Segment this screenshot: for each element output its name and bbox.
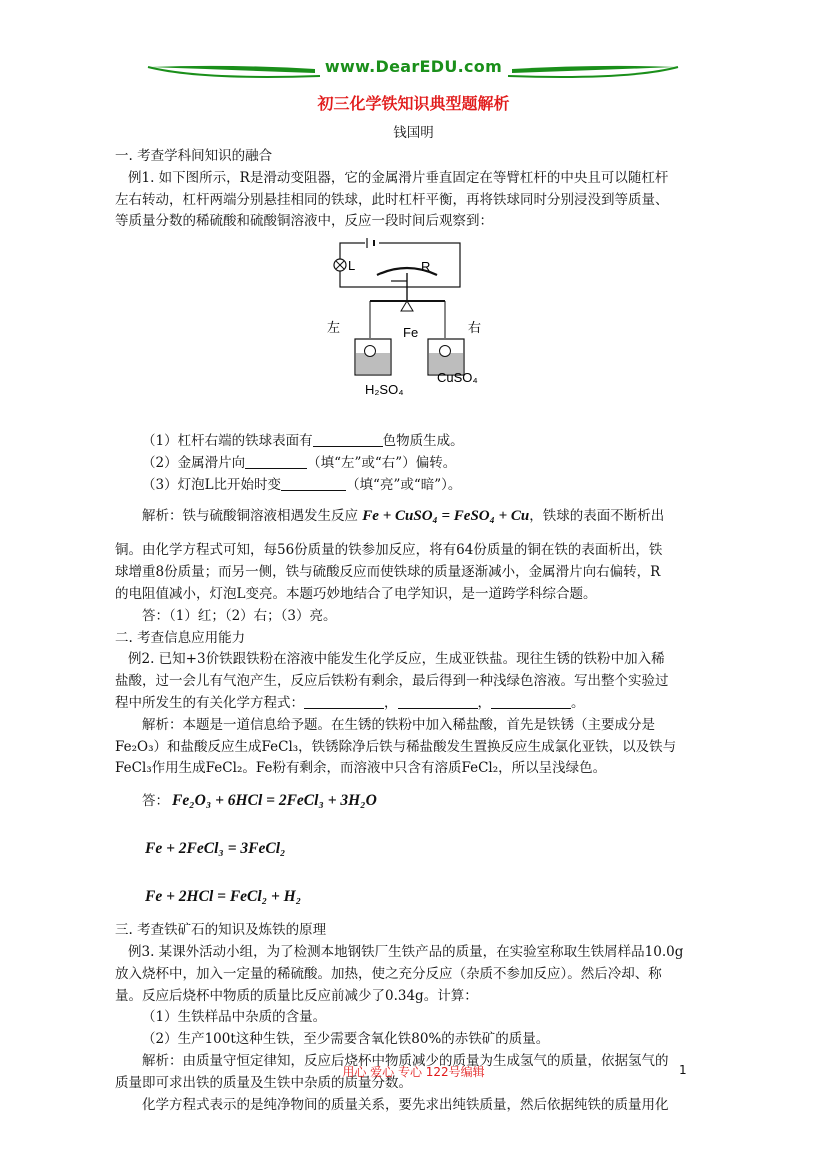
- circuit-lever-figure: [115, 233, 715, 431]
- fe-label: Fe: [403, 325, 419, 341]
- answer-blank[interactable]: [398, 693, 478, 709]
- section-heading-1: 一. 考查学科间知识的融合: [115, 148, 273, 164]
- answer-1: 答：（1）红；（2）右；（3）亮。: [142, 607, 337, 624]
- example-3-line: 例3. 某课外活动小组，为了检测本地钢铁厂生铁产品的质量，在实验室称取生铁屑样品10.0g: [128, 943, 684, 960]
- document-author: 钱国明: [393, 125, 434, 141]
- question-3-1: （1）生铁样品中杂质的含量。: [142, 1009, 327, 1026]
- site-url[interactable]: www.DearEDU.com: [324, 57, 503, 76]
- answer-2-label: 答：: [142, 793, 169, 810]
- analysis-2-line: 解析：本题是一道信息给予题。在生锈的铁粉中加入稀盐酸，首先是铁锈（主要成分是: [142, 716, 655, 733]
- equation-1: Fe₂O₃ + 6HCl = 2FeCl₃ + 3H₂O: [172, 792, 377, 810]
- page-number: 1: [679, 1063, 687, 1077]
- analysis-3-line: 解析：由质量守恒定律知，反应后烧杯中物质减少的质量为生成氢气的质量，依据氢气的: [142, 1052, 669, 1069]
- question-3-2: （2）生产100t这种生铁，至少需要含氧化铁80%的赤铁矿的质量。: [142, 1031, 550, 1048]
- site-header: [0, 54, 827, 88]
- analysis-1-line: 铜。由化学方程式可知，每56份质量的铁参加反应，将有64份质量的铜在铁的表面析出，铁: [115, 542, 663, 559]
- analysis-2-line: FeCl₃作用生成FeCl₂。Fe粉有剩余，而溶液中只含有溶质FeCl₂，所以呈浅绿色。: [115, 760, 607, 777]
- h2so4-label: H₂SO₄: [365, 382, 404, 398]
- answer-blank[interactable]: [304, 693, 384, 709]
- page-footer: [0, 1063, 827, 1083]
- example-2-line: 程中所发生的有关化学方程式： ， ， 。: [115, 694, 585, 711]
- analysis-1-line: 球增重8份质量；而另一侧，铁与硫酸反应而使铁球的质量逐渐减小，金属滑片向右偏转，R: [115, 564, 661, 581]
- example-1-line: 左右转动，杠杆两端分别悬挂相同的铁球，此时杠杆平衡，再将铁球同时分别浸没到等质量、: [115, 191, 669, 208]
- question-3: （3）灯泡L比开始时变 （填“亮”或“暗”）。: [142, 476, 462, 493]
- rheostat-label: R: [421, 259, 431, 275]
- example-3-line: 量。反应后烧杯中物质的质量比反应前减少了0.34g。计算：: [115, 987, 478, 1004]
- section-heading-3: 三. 考查铁矿石的知识及炼铁的原理: [115, 922, 327, 939]
- answer-2-block: [115, 780, 715, 920]
- document-body: [115, 146, 715, 1116]
- equation-2: Fe + 2FeCl₃ = 3FeCl₂: [145, 840, 286, 858]
- example-2-line: 盐酸，过一会儿有气泡产生，反应后铁粉有剩余，最后得到一种浅绿色溶液。写出整个实验过: [115, 673, 669, 690]
- analysis-3-line: 质量即可求出铁的质量及生铁中杂质的质量分数。: [115, 1074, 412, 1091]
- circuit-diagram: [325, 237, 505, 427]
- answer-blank[interactable]: [245, 453, 307, 469]
- document-title: 初三化学铁知识典型题解析: [317, 94, 510, 113]
- analysis-3-line: 化学方程式表示的是纯净物间的质量关系，要先求出纯铁质量，然后依据纯铁的质量用化: [142, 1096, 669, 1113]
- footer-text: 用心 爱心 专心 122号编辑: [342, 1065, 485, 1079]
- reaction-equation: Fe + CuSO₄ = FeSO₄ + Cu: [362, 507, 530, 524]
- lamp-label: L: [348, 258, 356, 274]
- answer-blank[interactable]: [281, 475, 346, 491]
- answer-blank[interactable]: [491, 693, 571, 709]
- section-heading-2: 二. 考查信息应用能力: [115, 629, 246, 646]
- cuso4-label: CuSO₄: [437, 370, 478, 386]
- right-label: 右: [468, 320, 482, 336]
- left-label: 左: [327, 320, 341, 336]
- example-1-line: 例1. 如下图所示，R是滑动变阻器，它的金属滑片垂直固定在等臂杠杆的中央且可以随杠杆: [128, 169, 669, 186]
- equation-3: Fe + 2HCl = FeCl₂ + H₂: [145, 888, 302, 906]
- answer-blank[interactable]: [313, 431, 383, 447]
- analysis-1-line: 解析：铁与硫酸铜溶液相遇发生反应 Fe + CuSO₄ = FeSO₄ + Cu，铁球的表面不断析出: [142, 507, 665, 524]
- question-2: （2）金属滑片向 （填“左”或“右”）偏转。: [142, 454, 457, 471]
- analysis-1-line: 的电阻值减小，灯泡L变亮。本题巧妙地结合了电学知识，是一道跨学科综合题。: [115, 585, 597, 602]
- question-1: （1）杠杆右端的铁球表面有 色物质生成。: [142, 433, 464, 450]
- example-3-line: 放入烧杯中，加入一定量的稀硫酸。加热，使之充分反应（杂质不参加反应）。然后冷却、称: [115, 965, 662, 982]
- example-2-line: 例2. 已知+3价铁跟铁粉在溶液中能发生化学反应，生成亚铁盐。现往生锈的铁粉中加入稀: [128, 651, 665, 668]
- analysis-2-line: Fe₂O₃）和盐酸反应生成FeCl₃，铁锈除净后铁与稀盐酸发生置换反应生成氯化亚铁，以及铁与: [115, 738, 677, 755]
- example-1-line: 等质量分数的稀硫酸和硫酸铜溶液中，反应一段时间后观察到：: [115, 213, 493, 230]
